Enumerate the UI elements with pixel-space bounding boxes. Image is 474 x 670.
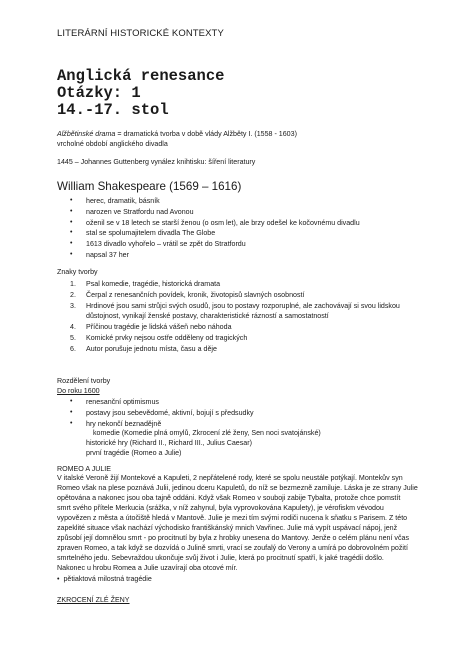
title-line: Anglická renesance	[57, 67, 225, 85]
title-line: Otázky: 1	[57, 84, 141, 102]
document-title	[57, 68, 224, 119]
item-number: 4.	[70, 323, 76, 332]
list-item: • herec, dramatik, básník	[70, 196, 360, 207]
paragraph-line: vypovězen z města a útočiště hledá v Mantově. Julie je mezi tím svými rodiči nucena k sňatku s Parisem. Z této	[57, 514, 408, 522]
intro-term: Alžbětinské drama	[57, 130, 116, 138]
list-item: • oženil se v 18 letech se starší ženou (o osm let), ale brzy odešel ke kočovnému divadlu	[70, 218, 360, 229]
paragraph-line: zpraven Romeo, a tak když se dozvídá o Julině smrti, vrací se zoufalý do Verony a umírá po dobrovolném požití	[57, 544, 408, 552]
division-heading: Rozdělení tvorby	[57, 377, 111, 385]
guttenberg-note: 1445 – Johannes Guttenberg vynález knihtisku: šíření literatury	[57, 158, 256, 166]
numbered-item	[70, 279, 400, 290]
division-subitem: komedie (Komedie plná omylů, Zkrocení zlé ženy, Sen noci svatojánské)	[93, 429, 321, 437]
list-item: • postavy jsou sebevědomé, aktivní, bojují s předsudky	[70, 408, 254, 419]
numbered-item	[70, 301, 400, 312]
paragraph-line: smrtelného jedu. Sebevraždou ukončuje svůj život i Julie, která po procitnutí spatří, k jaké tragédii došlo.	[57, 554, 384, 562]
bullet-icon: •	[57, 575, 64, 583]
title-line: 14.-17. stol	[57, 101, 169, 119]
paragraph-line: způsobí její domnělou smrt - po procitnutí by byla z hrobky unesena do Mantovy. Jenže o celém plánu není včas	[57, 534, 409, 542]
list-item: • hry nekončí beznadějně	[70, 419, 254, 430]
numbered-item	[70, 290, 400, 301]
list-item: • narozen ve Stratfordu nad Avonou	[70, 207, 360, 218]
item-text: Komické prvky nejsou ostře odděleny od tragických	[86, 333, 248, 342]
romeo-heading: ROMEO A JULIE	[57, 465, 112, 473]
features-list	[70, 279, 400, 355]
numbered-item	[70, 333, 400, 344]
item-number: 1.	[70, 280, 76, 288]
shakespeare-facts	[70, 196, 360, 261]
division-subitem: první tragédie (Romeo a Julie)	[86, 449, 182, 457]
intro-definition	[57, 130, 297, 139]
intro-definition-text: = dramatická tvorba v době vlády Alžběty I. (1558 - 1603)	[115, 130, 297, 138]
item-text: důstojnost, vynikají ženské postavy, charakteristické rázností a samostatností	[86, 312, 329, 321]
features-heading: Znaky tvorby	[57, 268, 98, 276]
item-text: Psal komedie, tragédie, historická dramata	[86, 280, 221, 288]
item-number: 6.	[70, 344, 76, 353]
list-item: • stal se spolumajitelem divadla The Globe	[70, 228, 360, 239]
paragraph-line: V italské Veroně žijí Montekové a Kapuleti, 2 nepřátelené rody, které se spolu neustále potýkají. Montekův syn	[57, 474, 403, 482]
list-item: • 1613 divadlo vyhořelo – vrátil se zpět do Stratfordu	[70, 239, 360, 250]
shakespeare-heading: William Shakespeare (1569 – 1616)	[57, 180, 242, 193]
item-text: Příčinou tragédie je lidská vášeň nebo náhoda	[86, 323, 232, 332]
list-item: • renesanční optimismus	[70, 397, 254, 408]
numbered-item	[70, 344, 400, 355]
romeo-paragraph	[57, 473, 467, 573]
paragraph-line: zapeklité situace však nachází východisko františkánský mnich Vavřinec. Julie má vypít uspávací nápoj, jenž	[57, 524, 398, 532]
list-item: • napsal 37 her	[70, 250, 360, 261]
item-text: Hrdinové jsou sami strůjci svých osudů, jsou to postavy rozporuplné, ale zachovávají si svou lidskou	[86, 301, 400, 310]
paragraph-line: opětována a nakonec jsou oba tajně oddáni. Když však Romeo v souboji zabije Tybalta, protože chce pomstít	[57, 494, 401, 502]
numbered-item-continuation	[70, 311, 400, 322]
item-number: 2.	[70, 290, 76, 299]
division-list	[70, 397, 254, 429]
paragraph-line: Romeo však na plese poznává Julii, jedinou dceru Kapuletů, do níž se bezmezně zamiluje. Láska je ze strany Julie	[57, 484, 418, 492]
next-section-heading: ZKROCENÍ ZLÉ ŽENY	[57, 596, 130, 604]
item-number: 3.	[70, 301, 76, 310]
intro-line: vrcholné období anglického divadla	[57, 140, 168, 148]
paragraph-line: Nakonec u hrobu Romea a Julie uzavírají oba otcové mír.	[57, 564, 238, 572]
item-text: Autor porušuje jednotu místa, času a děje	[86, 344, 217, 353]
division-subitem: historické hry (Richard II., Richard III., Julius Caesar)	[86, 439, 252, 447]
romeo-bullet	[57, 575, 152, 584]
item-number: 5.	[70, 333, 76, 342]
division-subheading: Do roku 1600	[57, 387, 100, 395]
page-header: LITERÁRNÍ HISTORICKÉ KONTEXTY	[57, 28, 224, 39]
item-text: Čerpal z renesančních povídek, kronik, životopisů slavných osobností	[86, 290, 305, 299]
paragraph-line: smrt svého přítele Merkucia (srážka, v níž zahynul, byla vyprovokována Kapulety), je vérofiskm vévodou	[57, 504, 384, 512]
bullet-text: pětiaktová milostná tragédie	[63, 575, 152, 583]
numbered-item	[70, 322, 400, 333]
